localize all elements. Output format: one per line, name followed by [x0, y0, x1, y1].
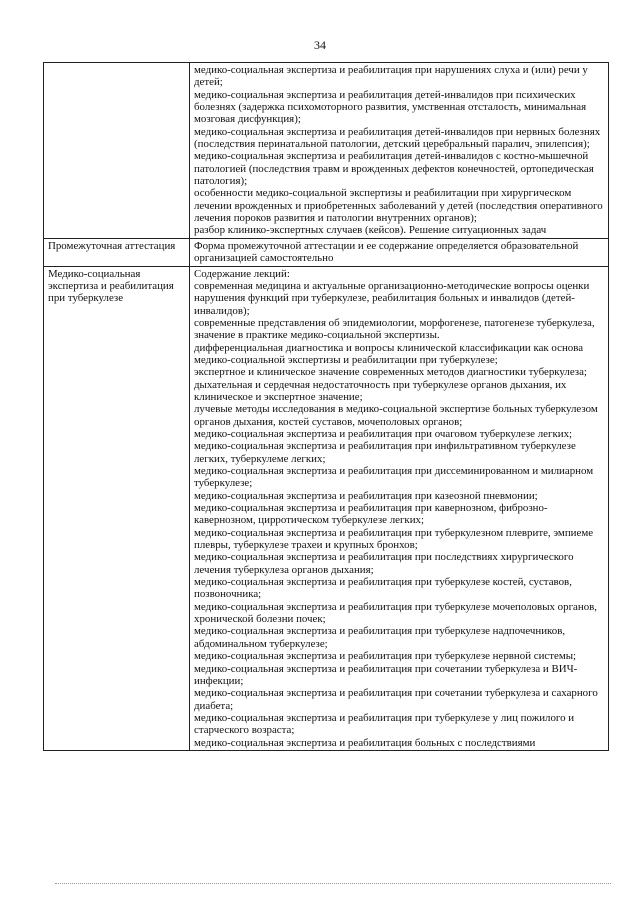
table-row	[44, 63, 609, 239]
row-1-content-cell	[190, 63, 609, 239]
content-line: лучевые методы исследования в медико-социальной экспертизе больных туберкулезом органов дыхания, костей суставов, мочеполовых органов;	[194, 403, 598, 428]
content-line: медико-социальная экспертиза и реабилитация при туберкулезе у лиц пожилого и старческого возраста;	[194, 711, 575, 737]
content-line: медико-социальная экспертиза и реабилитация при туберкулезе нервной системы;	[194, 650, 577, 663]
content-line: медико-социальная экспертиза и реабилитация при инфильтративном туберкулезе легких, туберкулеме легких;	[194, 440, 576, 465]
content-line: медико-социальная экспертиза и реабилитация при очаговом туберкулезе легких;	[194, 427, 573, 440]
content-line: медико-социальная экспертиза и реабилитация при нарушениях слуха и (или) речи у детей;	[194, 64, 588, 89]
content-line: медико-социальная экспертиза и реабилитация при туберкулезе костей, суставов, позвоночника;	[194, 576, 572, 601]
content-line: медико-социальная экспертиза и реабилитация детей-инвалидов с костно-мышечной патологией (последствия травм и врожденных дефектов конечностей, ортопедическая патология);	[194, 150, 594, 188]
row-3-topic-cell: Медико-социальная экспертиза и реабилитация при туберкулезе	[44, 266, 190, 750]
content-line: медико-социальная экспертиза и реабилитация при туберкулезе надпочечников, абдоминальном туберкулезе;	[194, 625, 566, 650]
content-line: медико-социальная экспертиза и реабилитация при сочетании туберкулеза и ВИЧ-инфекции;	[194, 662, 578, 687]
content-line: современные представления об эпидемиологии, морфогенезе, патогенезе туберкулеза, значение в практике медико-социальной экспертизы.	[194, 316, 595, 342]
table-row	[44, 266, 609, 750]
content-line: медико-социальная экспертиза и реабилитация при последствиях хирургического лечения туберкулеза органов дыхания;	[194, 551, 574, 576]
row-2-topic-cell: Промежуточная аттестация	[44, 238, 190, 266]
row-1-topic-cell	[44, 63, 190, 239]
content-line: медико-социальная экспертиза и реабилитация при туберкулезном плеврите, эмпиеме плевры, туберкулезе трахеи и крупных бронхов;	[194, 526, 594, 552]
content-line: медико-социальная экспертиза и реабилитация при казеозной пневмонии;	[194, 489, 538, 502]
content-line: Форма промежуточной аттестации и ее содержание определяется образовательной организацией самостоятельно	[194, 239, 579, 265]
table-row	[44, 238, 609, 266]
row-3-content-cell	[190, 266, 609, 750]
content-line: Содержание лекций:	[194, 267, 290, 280]
content-line: медико-социальная экспертиза и реабилитация детей-инвалидов при психических болезнях (задержка психомоторного развития, умственная отсталость, минимальная мозговая дисфункция);	[194, 88, 587, 126]
content-line: медико-социальная экспертиза и реабилитация при сочетании туберкулеза и сахарного диабета;	[194, 687, 598, 712]
content-line: медико-социальная экспертиза и реабилитация при диссеминированном и милиарном туберкулезе;	[194, 465, 594, 490]
content-line: современная медицина и актуальные организационно-методические вопросы оценки нарушения функций при туберкулезе, реабилитация больных и инвалидов (детей-инвалидов);	[194, 279, 590, 317]
content-line: медико-социальная экспертиза и реабилитация детей-инвалидов при нервных болезнях (последствия перинатальной патологии, детский церебральный паралич, эпилепсия);	[194, 125, 601, 151]
row-2-content-cell	[190, 238, 609, 266]
content-line: медико-социальная экспертиза и реабилитация больных с последствиями	[194, 736, 536, 749]
content-line: дыхательная и сердечная недостаточность при туберкулезе органов дыхания, их клиническое и экспертное значение;	[194, 378, 567, 403]
content-line: экспертное и клиническое значение современных методов диагностики туберкулеза;	[194, 366, 587, 379]
content-line: особенности медико-социальной экспертизы и реабилитации при хирургическом лечении врожденных и приобретенных заболеваний у детей (последствия оперативного лечения пороков развития и патологии внутренних органов);	[194, 187, 603, 225]
content-line: медико-социальная экспертиза и реабилитация при кавернозном, фиброзно-кавернозном, цирротическом туберкулезе легких;	[194, 502, 548, 527]
content-line: дифференциальная диагностика и вопросы клинической классификации как основа медико-социальной экспертизы и реабилитации при туберкулезе;	[194, 341, 584, 366]
page-bottom-divider	[55, 883, 611, 884]
page-number: 34	[314, 38, 326, 52]
curriculum-table	[43, 62, 609, 751]
content-line: разбор клинико-экспертных случаев (кейсов). Решение ситуационных задач	[194, 224, 547, 237]
content-line: медико-социальная экспертиза и реабилитация при туберкулезе мочеполовых органов, хронической болезни почек;	[194, 600, 598, 626]
